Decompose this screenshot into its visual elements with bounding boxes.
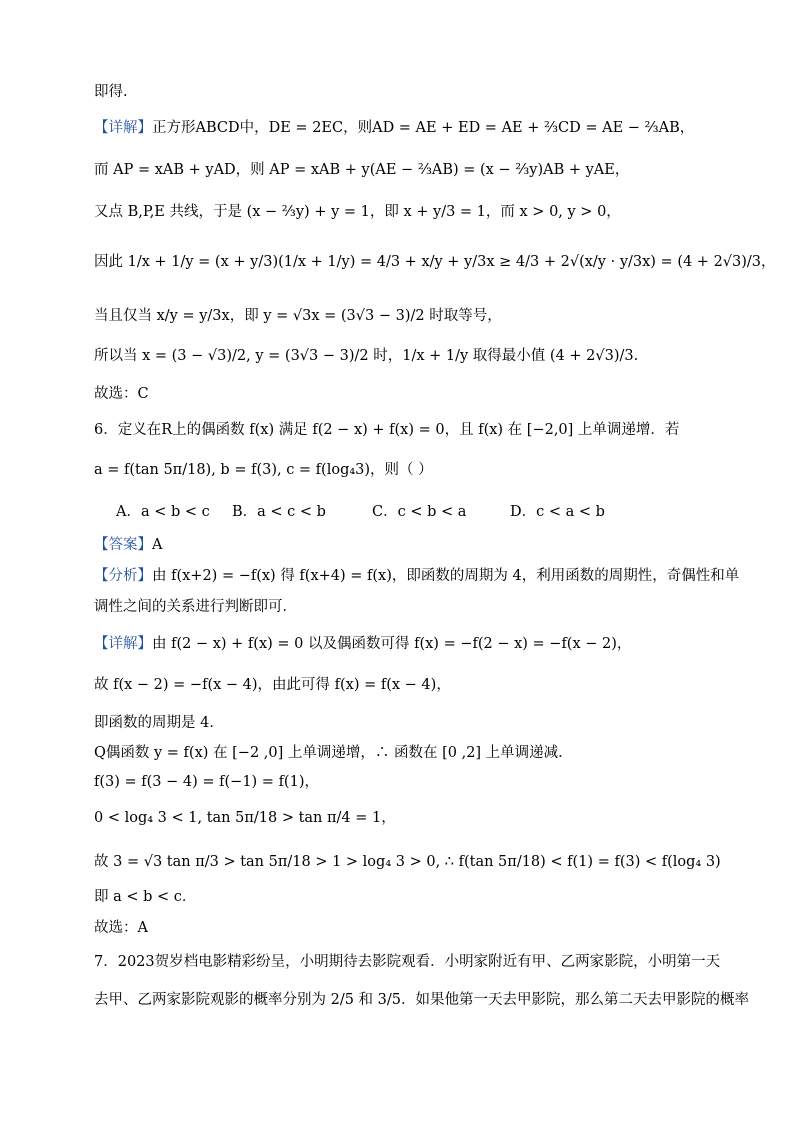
- text-line: 调性之间的关系进行判断即可．: [94, 599, 297, 615]
- answer-tag: 【答案】: [94, 537, 152, 553]
- option-c: C．c < b < a: [372, 504, 467, 520]
- text-line: 即得.: [94, 84, 128, 100]
- text-line: Q偶函数 y = f(x) 在 [−2 ,0] 上单调递增，∴ 函数在 [0 ,2] 上单调递减．: [94, 745, 573, 761]
- text-line: 即函数的周期是 4．: [94, 715, 224, 731]
- detail-tag: 【详解】: [94, 636, 152, 652]
- text-line: 而 AP = xAB + yAD，则 AP = xAB + y(AE − ⅔AB) = (x − ⅔y)AB + yAE，: [94, 162, 630, 178]
- text-line: 故 3 = √3 tan π/3 > tan 5π/18 > 1 > log₄ 3 > 0, ∴ f(tan 5π/18) < f(1) = f(3) < f(log₄ 3): [94, 854, 721, 870]
- analysis-line: [94, 566, 740, 586]
- solution-detail-line: [94, 118, 724, 138]
- text-line: 即 a < b < c．: [94, 889, 197, 905]
- option-a: A．a < b < c: [116, 504, 210, 520]
- answer-choice-line: 故选：A: [94, 920, 148, 936]
- text-line: 所以当 x = (3 − √3)/2, y = (3√3 − 3)/2 时，1/x + 1/y 取得最小值 (4 + 2√3)/3.: [94, 348, 639, 364]
- answer-choice-line: 故选：C: [94, 386, 149, 402]
- text-line: 当且仅当 x/y = y/3x，即 y = √3x = (3√3 − 3)/2 时取等号，: [94, 308, 502, 324]
- text-line: 0 < log₄ 3 < 1, tan 5π/18 > tan π/4 = 1，: [94, 810, 396, 826]
- text: 由 f(x+2) = −f(x) 得 f(x+4) = f(x)，即函数的周期为 4，利用函数的周期性，奇偶性和单: [152, 568, 740, 584]
- option-b: B．a < c < b: [232, 504, 326, 520]
- question-7-stem-continued: 去甲、乙两家影院观影的概率分别为 2/5 和 3/5．如果他第一天去甲影院，那么第二天去甲影院的概率: [94, 992, 749, 1008]
- text-line: 又点 B,P,E 共线，于是 (x − ⅔y) + y = 1，即 x + y/3 = 1，而 x > 0, y > 0，: [94, 204, 621, 220]
- question-6-values: a = f(tan 5π/18), b = f(3), c = f(log₄3)，则（ ）: [94, 462, 433, 478]
- text: 正方形ABCD中，DE = 2EC，则AD = AE + ED = AE + ⅔CD = AE − ⅔AB，: [152, 120, 695, 136]
- detail-tag: 【详解】: [94, 120, 152, 136]
- answer-line: [94, 535, 724, 555]
- solution-detail-line: [94, 634, 724, 654]
- question-7-stem: 7．2023贺岁档电影精彩纷呈，小明期待去影院观看．小明家附近有甲、乙两家影院，小明第一天: [94, 954, 721, 970]
- option-d: D．c < a < b: [510, 504, 605, 520]
- text-line: f(3) = f(3 − 4) = f(−1) = f(1)，: [94, 774, 319, 790]
- text-line: 故 f(x − 2) = −f(x − 4)，由此可得 f(x) = f(x − 4)，: [94, 677, 451, 693]
- text-line: 因此 1/x + 1/y = (x + y/3)(1/x + 1/y) = 4/3 + x/y + y/3x ≥ 4/3 + 2√(x/y · y/3x) = (4 + 2√3)/3，: [94, 254, 776, 270]
- analysis-tag: 【分析】: [94, 568, 152, 584]
- question-6-stem: 6．定义在R上的偶函数 f(x) 满足 f(2 − x) + f(x) = 0，且 f(x) 在 [−2,0] 上单调递增．若: [94, 422, 680, 438]
- text: A: [152, 537, 163, 553]
- text: 由 f(2 − x) + f(x) = 0 以及偶函数可得 f(x) = −f(2 − x) = −f(x − 2)，: [152, 636, 632, 652]
